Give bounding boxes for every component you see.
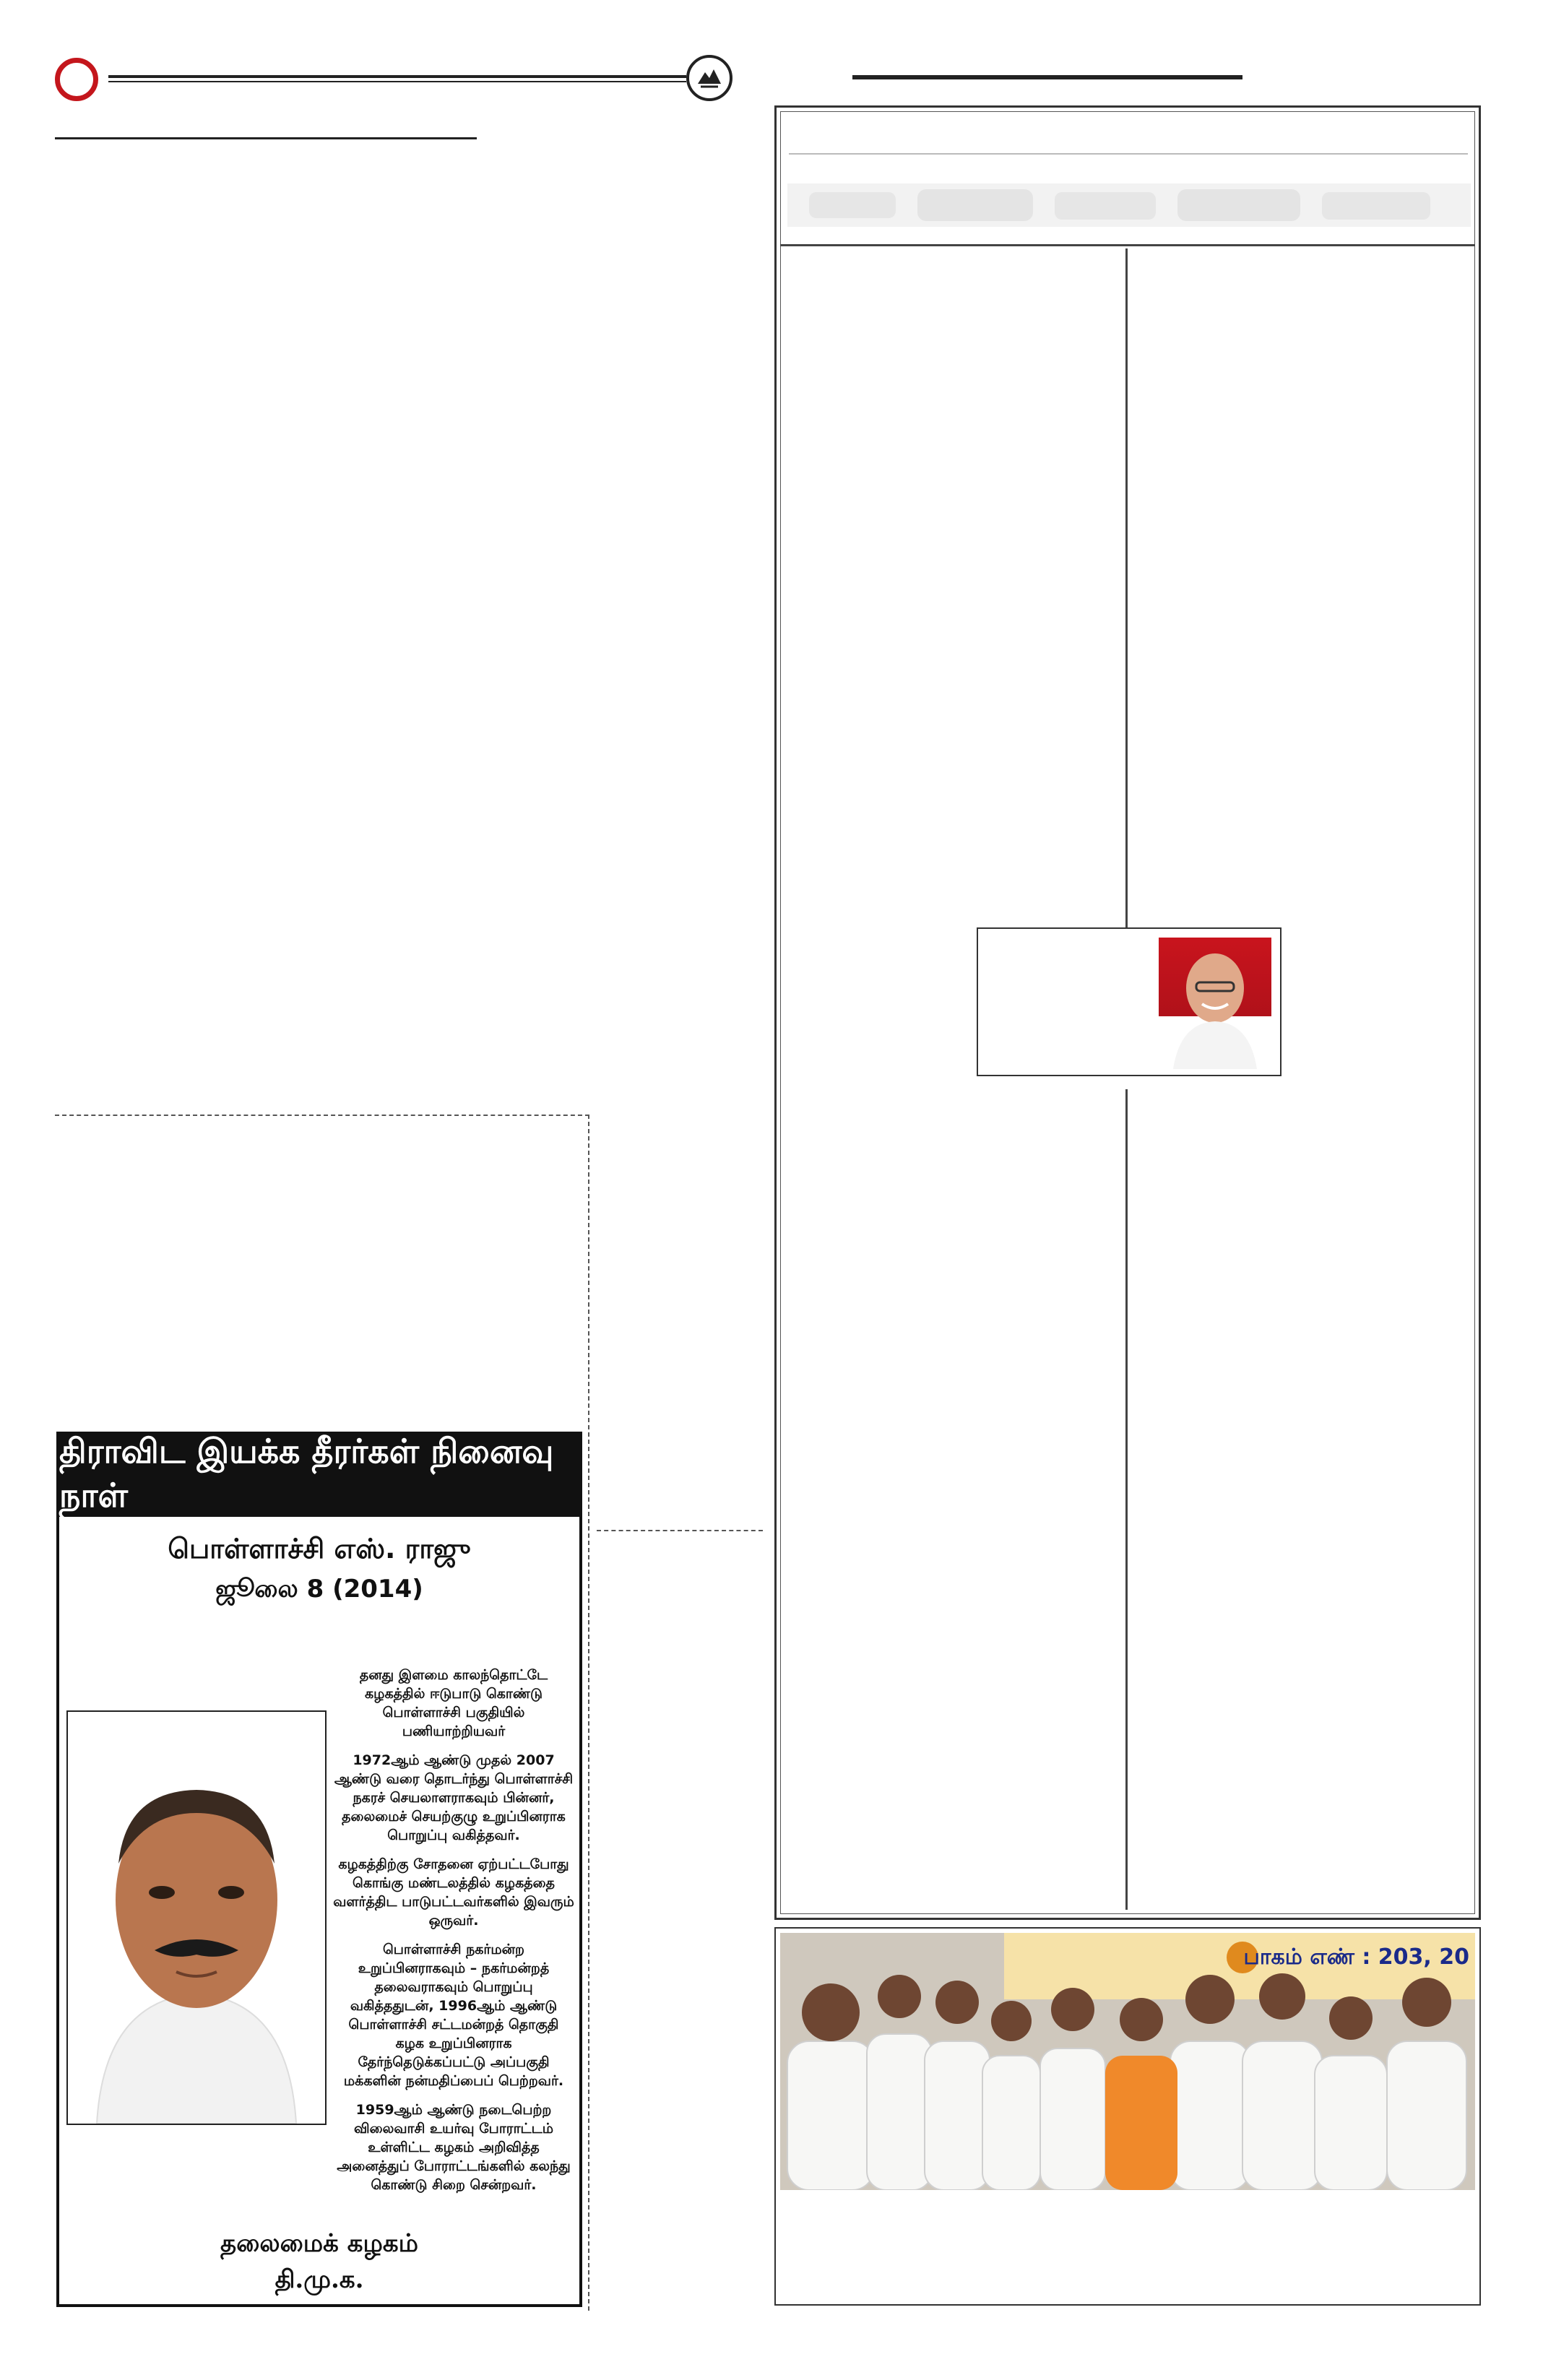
masthead-rule-thin bbox=[108, 81, 686, 82]
photo-banner-text: பாகம் எண் : 203, 20 bbox=[1243, 1944, 1469, 1970]
column-divider-top bbox=[1125, 248, 1128, 927]
ad-header: திராவிட இயக்க தீரர்கள் நினைவு நாள் bbox=[59, 1435, 579, 1517]
rising-sun-emblem-icon bbox=[686, 55, 732, 101]
dashed-box-right bbox=[588, 1115, 589, 2311]
masthead-rule bbox=[108, 75, 686, 78]
right-column-rule bbox=[852, 75, 1242, 79]
dashed-connector bbox=[597, 1530, 763, 1531]
ad-bio-paragraph: 1972ஆம் ஆண்டு முதல் 2007 ஆண்டு வரை தொடர்ந்து பொள்ளாச்சி நகரச் செயலாளராகவும் பின்னர், தலைமைச் செயற்குழு உறுப்பினராக பொறுப்பு வகித்தவர். bbox=[334, 1752, 574, 1843]
group-photo bbox=[780, 1933, 1475, 2190]
article-kicker-rule bbox=[789, 153, 1468, 155]
dashed-box-top bbox=[55, 1115, 589, 1116]
faded-headline-band bbox=[787, 170, 1471, 240]
ad-bio-text bbox=[332, 1666, 575, 2204]
ad-bio-paragraph: 1959ஆம் ஆண்டு நடைபெற்ற விலைவாசி உயர்வு போராட்டம் உள்ளிட்ட கழகம் அறிவித்த அனைத்துப் போராட்டங்களில் கலந்து கொண்டு சிறை சென்றவர். bbox=[337, 2102, 571, 2193]
ad-footer-party: தி.மு.க. bbox=[275, 2265, 364, 2294]
ad-date: ஜூலை 8 (2014) bbox=[215, 1575, 423, 1604]
ad-bio-paragraph: பொள்ளாச்சி நகர்மன்ற உறுப்பினராகவும் – நகர்மன்றத் தலைவராகவும் பொறுப்பு வகித்ததுடன், 1996ஆம் ஆண்டு பொள்ளாச்சி சட்டமன்றத் தொகுதி கழக உறுப்பினராக தேர்ந்தெடுக்கப்பட்டு அப்பகுதி மக்களின் நன்மதிப்பைப் பெற்றவர். bbox=[343, 1942, 564, 2089]
left-column-rule bbox=[55, 137, 477, 139]
portrait-inset-photo bbox=[1159, 938, 1271, 1069]
ad-bio-paragraph: கழகத்திற்கு சோதனை ஏற்பட்டபோது கொங்கு மண்டலத்தில் கழகத்தை வளர்த்திட பாடுபட்டவர்களில் இவரும் ஒருவர். bbox=[333, 1856, 574, 1929]
masthead-logo-icon bbox=[55, 58, 98, 101]
ad-portrait-photo bbox=[66, 1710, 327, 2125]
ad-bio-paragraph: தனது இளமை காலந்தொட்டே கழகத்தில் ஈடுபாடு கொண்டு பொள்ளாச்சி பகுதியில் பணியாற்றியவர் bbox=[359, 1667, 548, 1739]
ad-person-name: பொள்ளாச்சி எஸ். ராஜு bbox=[168, 1533, 471, 1565]
ad-footer-issuer: தலைமைக் கழகம் bbox=[220, 2229, 418, 2258]
headline-bottom-rule bbox=[780, 244, 1475, 246]
column-divider-bottom bbox=[1125, 1089, 1128, 1910]
